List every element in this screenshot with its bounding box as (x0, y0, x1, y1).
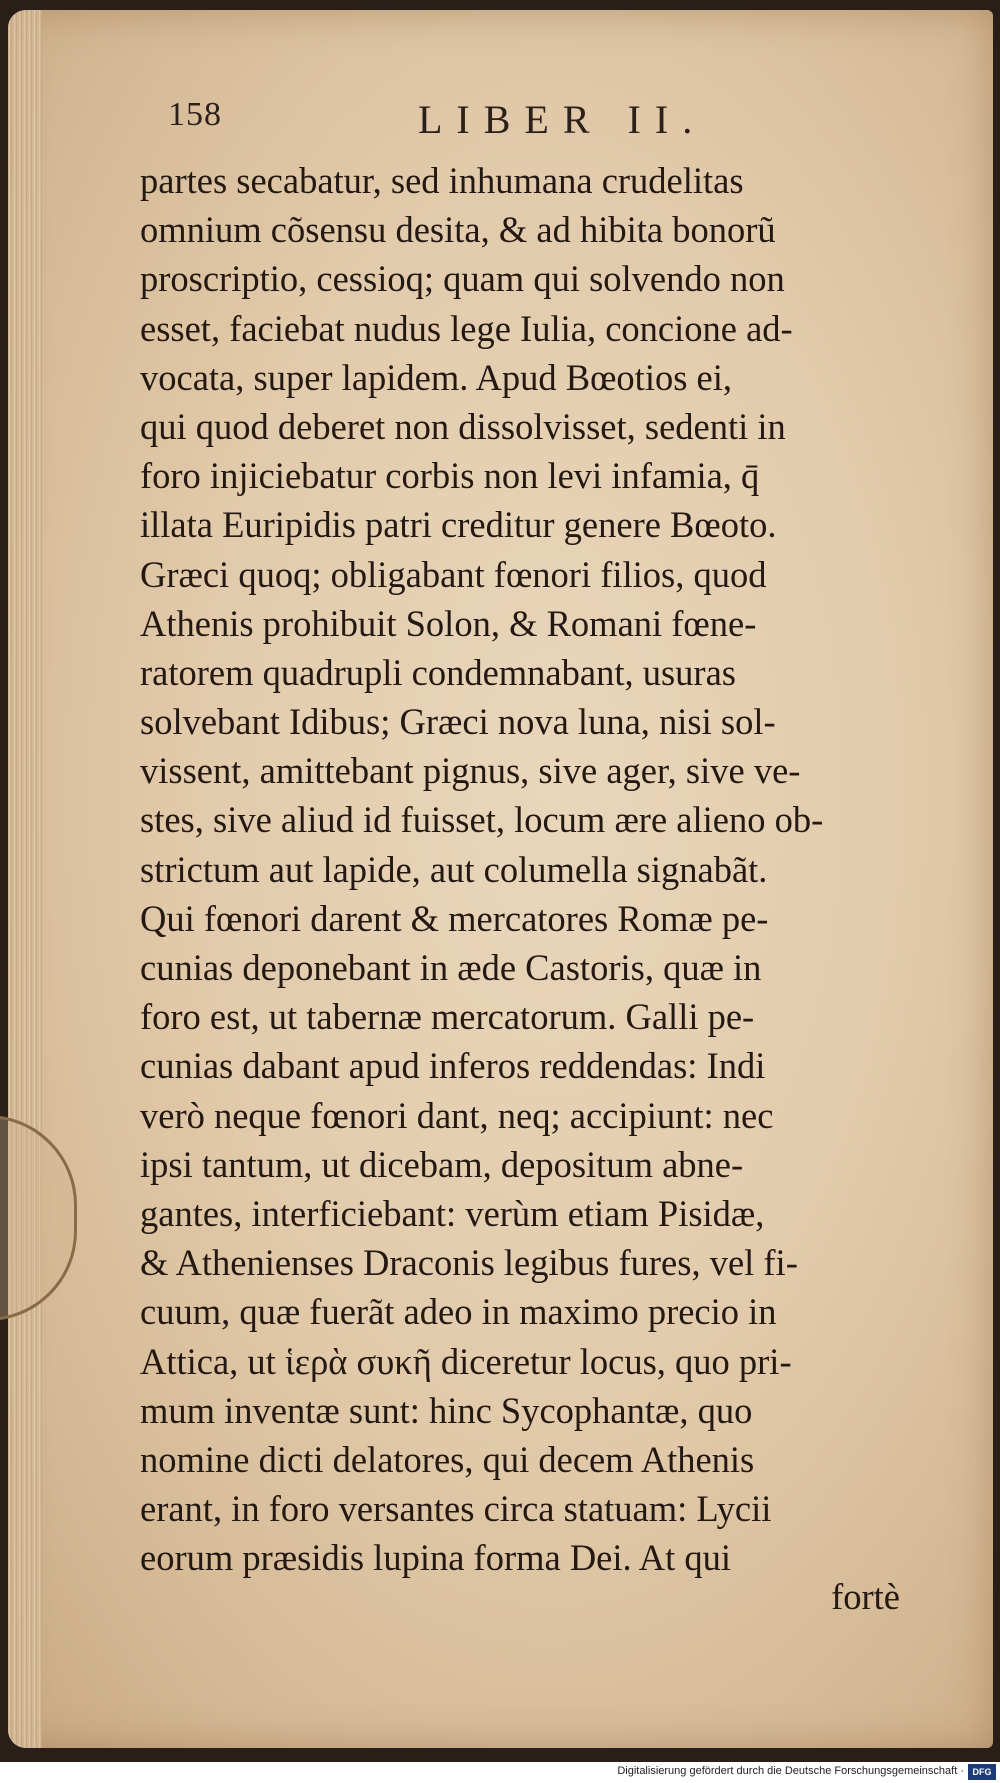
catchword: fortè (831, 1576, 900, 1617)
page-edge (8, 10, 42, 1748)
text-line: qui quod deberet non dissolvisset, sedenti in (140, 405, 786, 447)
catchword-line (140, 1575, 950, 1625)
text-line: ipsi tantum, ut dicebam, depositum abne- (140, 1143, 744, 1185)
page-header (168, 96, 728, 148)
text-line: & Athenienses Draconis legibus fures, vel fi- (140, 1242, 798, 1284)
text-line: foro injiciebatur corbis non levi infamia, q̄ (140, 455, 760, 497)
text-line: verò neque fœnori dant, neq; accipiunt: nec (140, 1094, 774, 1136)
running-head: LIBER II. (418, 97, 707, 142)
dfg-logo: DFG (968, 1764, 996, 1780)
funding-credit: Digitalisierung gefördert durch die Deutsche Forschungsgemeinschaft · (617, 1765, 964, 1777)
text-line: vissent, amittebant pignus, sive ager, sive ve- (140, 750, 801, 792)
text-line: Attica, ut ἱερὰ συκῆ diceretur locus, quo pri- (140, 1340, 792, 1382)
text-line: cuum, quæ fuerãt adeo in maximo precio in (140, 1291, 777, 1333)
text-line: eorum præsidis lupina forma Dei. At qui (140, 1537, 732, 1579)
page-number: 158 (168, 96, 222, 133)
text-line: Athenis prohibuit Solon, & Romani fœne- (140, 602, 757, 644)
text-line: Græci quoq; obligabant fœnori filios, quod (140, 553, 767, 595)
text-line: nomine dicti delatores, qui decem Athenis (140, 1438, 755, 1480)
text-line: solvebant Idibus; Græci nova luna, nisi sol- (140, 701, 776, 743)
text-line: vocata, super lapidem. Apud Bœotios ei, (140, 356, 733, 398)
text-line: omnium cõsensu desita, & ad hibita bonorũ (140, 209, 776, 251)
text-line: cunias deponebant in æde Castoris, quæ in (140, 947, 762, 988)
text-line: foro est, ut tabernæ mercatorum. Galli pe- (140, 996, 755, 1038)
text-line: ratorem quadrupli condemnabant, usuras (140, 651, 736, 693)
text-line: erant, in foro versantes circa statuam: Lycii (140, 1488, 772, 1530)
text-line: Qui fœnori darent & mercatores Romæ pe- (140, 897, 769, 939)
text-line: partes secabatur, sed inhumana crudelitas (140, 160, 744, 201)
text-line: strictum aut lapide, aut columella signabãt. (140, 848, 768, 890)
text-line: stes, sive aliud id fuisset, locum ære alieno ob- (140, 799, 824, 841)
text-line: proscriptio, cessioq; quam qui solvendo non (140, 258, 785, 300)
body-text (140, 156, 950, 1582)
text-line: cunias dabant apud inferos reddendas: Indi (140, 1045, 766, 1087)
text-line: esset, faciebat nudus lege Iulia, concione ad- (140, 307, 793, 349)
text-line: mum inventæ sunt: hinc Sycophantæ, quo (140, 1389, 753, 1431)
text-line: illata Euripidis patri creditur genere Bœoto. (140, 504, 777, 546)
text-line: gantes, interficiebant: verùm etiam Pisidæ, (140, 1192, 765, 1234)
digitization-footer (0, 1762, 1000, 1783)
